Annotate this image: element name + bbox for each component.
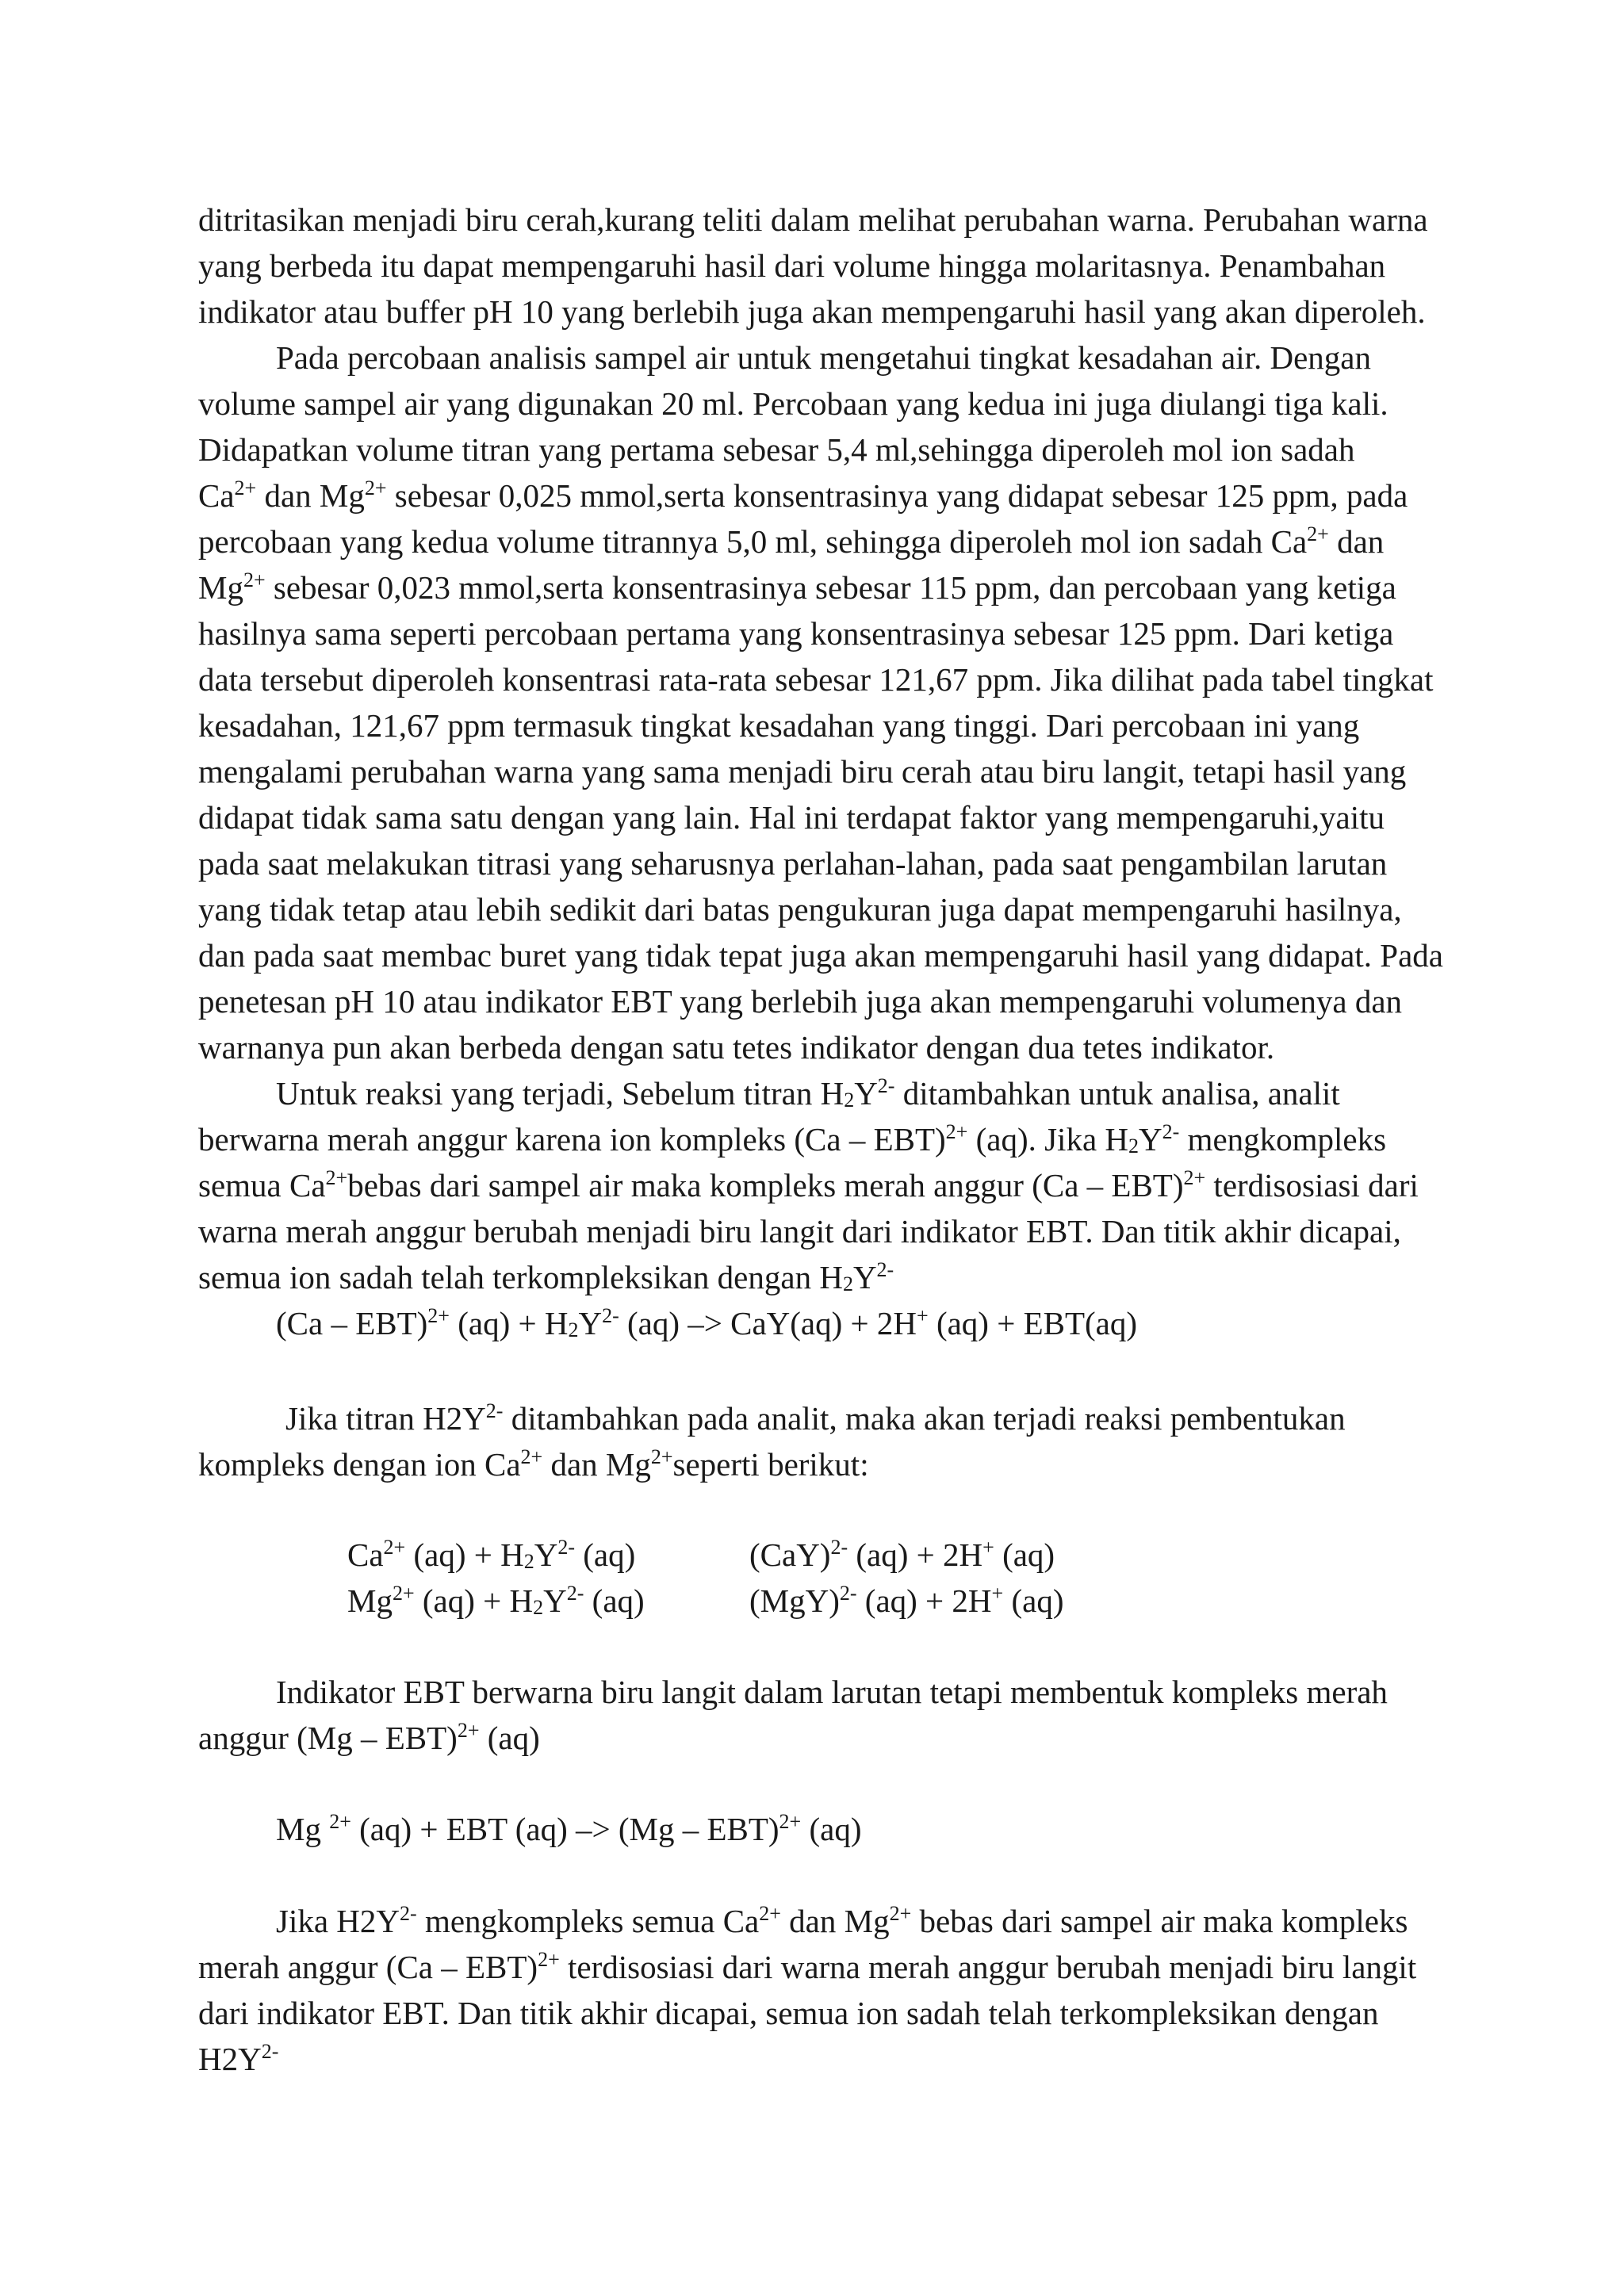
text-line: kesadahan, 121,67 ppm termasuk tingkat kesadahan yang tinggi. Dari percobaan ini yang bbox=[198, 707, 1360, 744]
reaction-equation-ca-left: $Ca^{2+}$ $(aq) + H_2Y^{2-}$ (aq) bbox=[347, 1536, 636, 1573]
text-line: merah anggur (Ca – EBT)$^{2+}$ terdisosiasi dari warna merah anggur berubah menjadi biru langit bbox=[198, 1948, 1417, 1985]
text-line: hasilnya sama seperti percobaan pertama yang konsentrasinya sebesar 125 ppm. Dari ketiga bbox=[198, 615, 1394, 652]
reaction-equation-mg-ebt: Mg $^{2+}$ (aq) + EBT (aq) –> (Mg – EBT)$^{2+}$ (aq) bbox=[276, 1810, 862, 1847]
paragraph-1 bbox=[198, 197, 1435, 335]
text-line: dan pada saat membac buret yang tidak tepat juga akan mempengaruhi hasil yang didapat. Pada bbox=[198, 937, 1443, 974]
text-line: Jika $H2Y^{2-}$ mengkompleks semua $Ca^{2+}$ dan $Mg^{2+}$ bebas dari sampel air maka kompleks bbox=[276, 1902, 1408, 1939]
reaction-equation-1: (Ca – EBT)$^{2+}$ $(aq) + H_2Y^{2-}$ (aq) –> CaY(aq) + 2H+ (aq) + EBT(aq) bbox=[276, 1304, 1138, 1341]
text-line: warnanya pun akan berbeda dengan satu tetes indikator dengan dua tetes indikator. bbox=[198, 1029, 1275, 1066]
text-line: yang tidak tetap atau lebih sedikit dari batas pengukuran juga dapat mempengaruhi hasilnya, bbox=[198, 891, 1402, 928]
text-line: indikator atau buffer pH 10 yang berlebih juga akan mempengaruhi hasil yang akan diperoleh. bbox=[198, 293, 1426, 330]
text-line: data tersebut diperoleh konsentrasi rata-rata sebesar 121,67 ppm. Jika dilihat pada tabel tingkat bbox=[198, 661, 1434, 698]
text-line: ditritasikan menjadi biru cerah,kurang teliti dalam melihat perubahan warna. Perubahan warna bbox=[198, 201, 1428, 238]
text-line: mengalami perubahan warna yang sama menjadi biru cerah atau biru langit, tetapi hasil yang bbox=[198, 753, 1407, 790]
text-line: anggur (Mg – EBT)$^{2+}$ (aq) bbox=[198, 1719, 540, 1756]
text-line: $H2Y^{2-}$ bbox=[198, 2040, 279, 2077]
paragraph-5 bbox=[198, 1669, 1435, 1761]
paragraph-3 bbox=[198, 1070, 1435, 1300]
text-line: volume sampel air yang digunakan 20 ml. Percobaan yang kedua ini juga diulangi tiga kali. bbox=[198, 385, 1388, 422]
text-line: pada saat melakukan titrasi yang seharusnya perlahan-lahan, pada saat pengambilan larutan bbox=[198, 845, 1388, 882]
text-line: warna merah anggur berubah menjadi biru langit dari indikator EBT. Dan titik akhir dicapai, bbox=[198, 1213, 1401, 1249]
text-line: Jika titran $H2Y^{2-}$ ditambahkan pada analit, maka akan terjadi reaksi pembentukan bbox=[285, 1399, 1346, 1437]
text-line: yang berbeda itu dapat mempengaruhi hasil dari volume hingga molaritasnya. Penambahan bbox=[198, 247, 1386, 284]
reaction-equation-mg-right: (MgY)$^{2-}$ (aq) + 2H+ (aq) bbox=[749, 1582, 1064, 1619]
text-line: semua ion sadah telah terkompleksikan dengan $H_2Y^{2-}$ bbox=[198, 1258, 894, 1295]
text-line: penetesan pH 10 atau indikator EBT yang berlebih juga akan mempengaruhi volumenya dan bbox=[198, 983, 1403, 1020]
paragraph-2 bbox=[198, 335, 1443, 1070]
text-line: kompleks dengan ion $Ca^{2+}$ dan $Mg^{2+}seperti$ berikut: bbox=[198, 1445, 869, 1483]
paragraph-6 bbox=[198, 1898, 1435, 2082]
text-line: didapat tidak sama satu dengan yang lain. Hal ini terdapat faktor yang mempengaruhi,yaitu bbox=[198, 799, 1385, 836]
text-line: $Ca^{2+}$ dan $Mg^{2+}$ sebesar 0,025 mmol,serta konsentrasinya yang didapat sebesar 125 ppm, pada bbox=[198, 476, 1408, 514]
paragraph-4 bbox=[198, 1395, 1435, 1487]
text-line: Untuk reaksi yang terjadi, Sebelum titran $H_2Y^{2-}$ ditambahkan untuk analisa, analit bbox=[276, 1074, 1340, 1112]
text-line: semua $Ca^{2+}bebas$ dari sampel air maka kompleks merah anggur (Ca – EBT)$^{2+}$ terdisosiasi dari bbox=[198, 1166, 1419, 1203]
text-line: Indikator EBT berwarna biru langit dalam larutan tetapi membentuk kompleks merah bbox=[276, 1674, 1388, 1710]
text-line: Pada percobaan analisis sampel air untuk mengetahui tingkat kesadahan air. Dengan bbox=[276, 339, 1372, 376]
text-line: Didapatkan volume titran yang pertama sebesar 5,4 ml,sehingga diperoleh mol ion sadah bbox=[198, 431, 1355, 468]
reaction-equation-ca-right: (CaY)$^{2-}$ (aq) + 2H+ (aq) bbox=[749, 1536, 1055, 1573]
reaction-equation-mg-left: $Mg^{2+}$ $(aq) + H_2Y^{2-}$ (aq) bbox=[347, 1582, 645, 1619]
text-line: berwarna merah anggur karena ion kompleks (Ca – EBT)$^{2+}$ (aq). Jika $H_2Y^{2-}$ mengkompleks bbox=[198, 1120, 1387, 1158]
text-line: $Mg^{2+}$ sebesar 0,023 mmol,serta konsentrasinya sebesar 115 ppm, dan percobaan yang ketiga bbox=[198, 568, 1396, 606]
text-line: dari indikator EBT. Dan titik akhir dicapai, semua ion sadah telah terkompleksikan dengan bbox=[198, 1995, 1379, 2031]
text-line: percobaan yang kedua volume titrannya 5,0 ml, sehingga diperoleh mol ion sadah $Ca^{2+}$ dan bbox=[198, 522, 1385, 560]
